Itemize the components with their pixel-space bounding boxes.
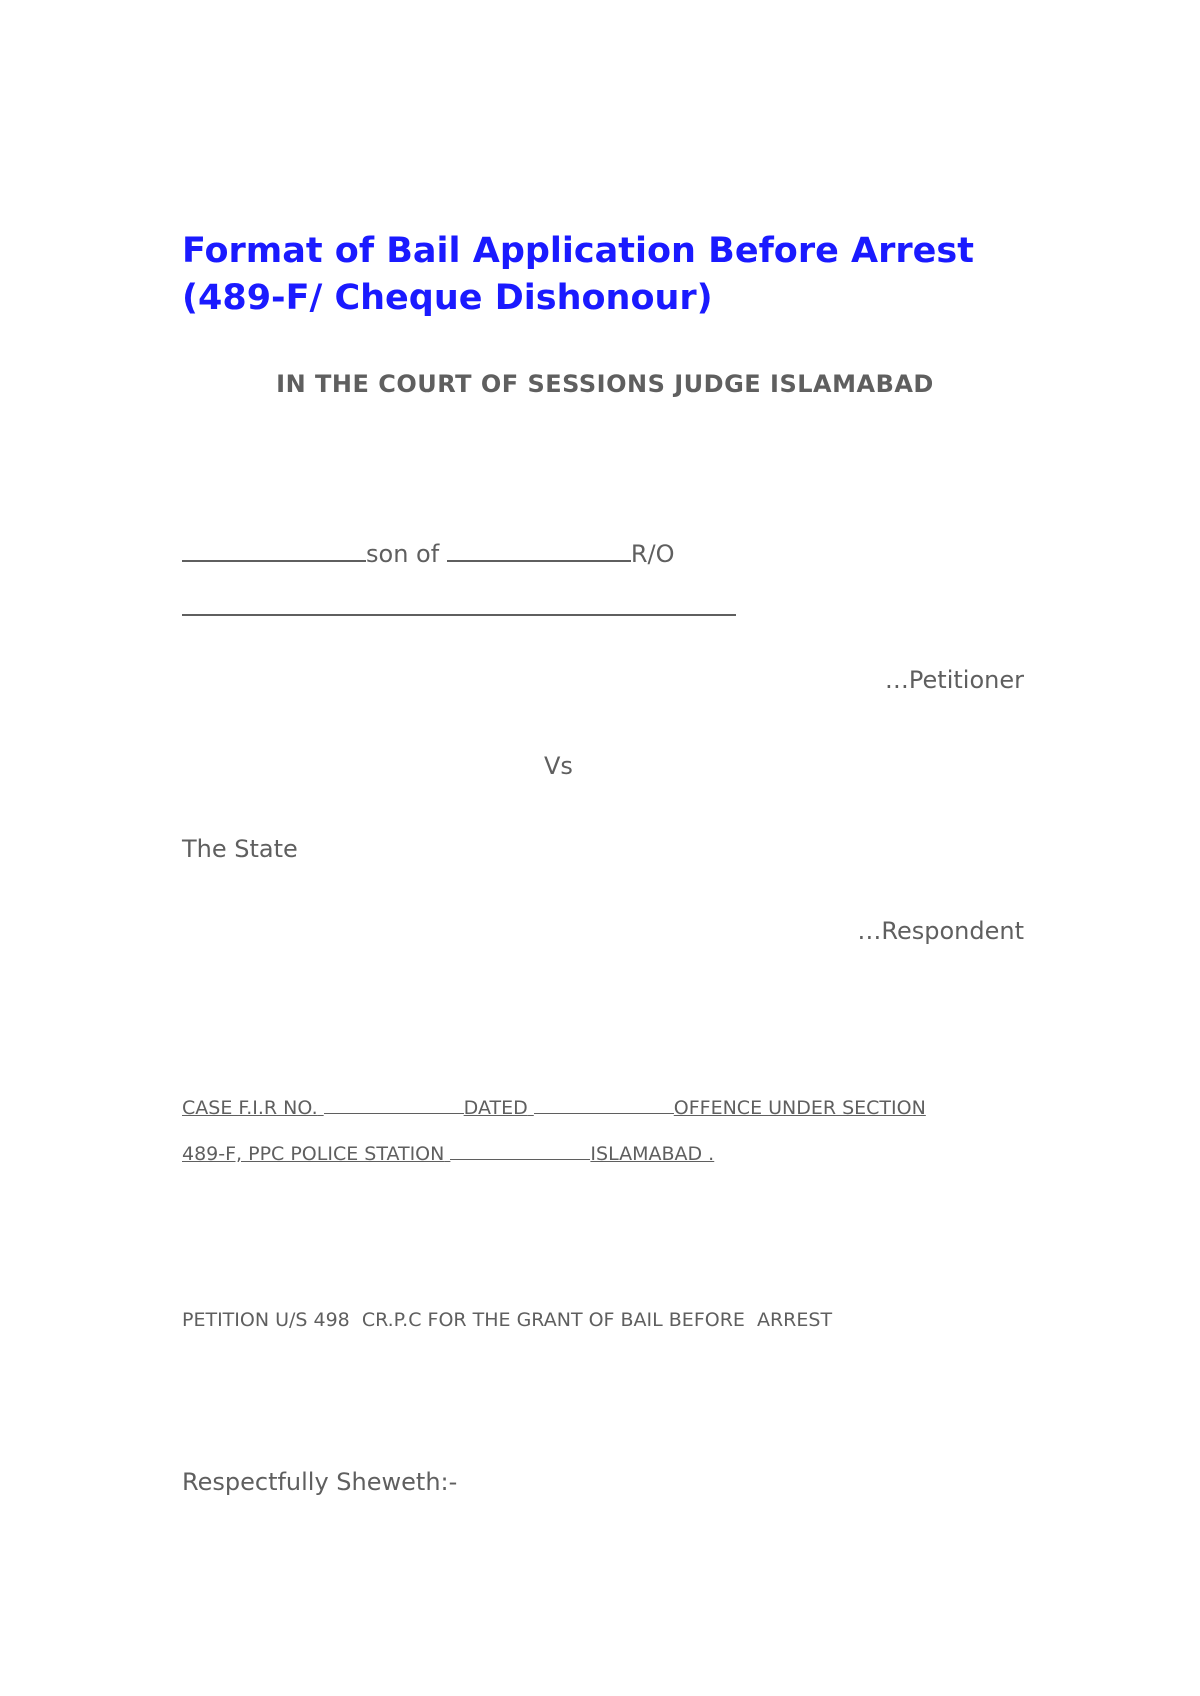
respondent-label: …Respondent: [857, 917, 1024, 945]
son-of-label: son of: [366, 540, 440, 568]
dated-label: DATED: [463, 1097, 528, 1119]
father-name-blank: [447, 538, 631, 562]
offence-label: OFFENCE UNDER SECTION: [673, 1097, 926, 1119]
date-blank: [534, 1097, 674, 1114]
petitioner-name-blank: [182, 538, 366, 562]
petitioner-label: …Petitioner: [884, 666, 1024, 694]
petition-heading: PETITION U/S 498 CR.P.C FOR THE GRANT OF BAIL BEFORE ARREST: [182, 1309, 833, 1331]
court-heading: IN THE COURT OF SESSIONS JUDGE ISLAMABAD: [276, 370, 934, 398]
case-details-line-1: [182, 1097, 1024, 1119]
state-label: The State: [182, 835, 298, 863]
salutation: Respectfully Sheweth:-: [182, 1468, 458, 1496]
fir-no-label: CASE F.I.R NO.: [182, 1097, 318, 1119]
city-label: ISLAMABAD .: [590, 1143, 715, 1165]
petitioner-details-line: [182, 538, 674, 568]
case-details-line-2: [182, 1143, 714, 1165]
address-line: [182, 592, 736, 622]
address-blank: [182, 592, 736, 616]
ro-label: R/O: [630, 540, 675, 568]
versus-label: Vs: [544, 752, 573, 780]
document-title: Format of Bail Application Before Arrest (489-F/ Cheque Dishonour): [182, 231, 974, 318]
police-station-blank: [450, 1143, 590, 1160]
section-station-label: 489-F, PPC POLICE STATION: [182, 1143, 445, 1165]
fir-no-blank: [324, 1097, 464, 1114]
